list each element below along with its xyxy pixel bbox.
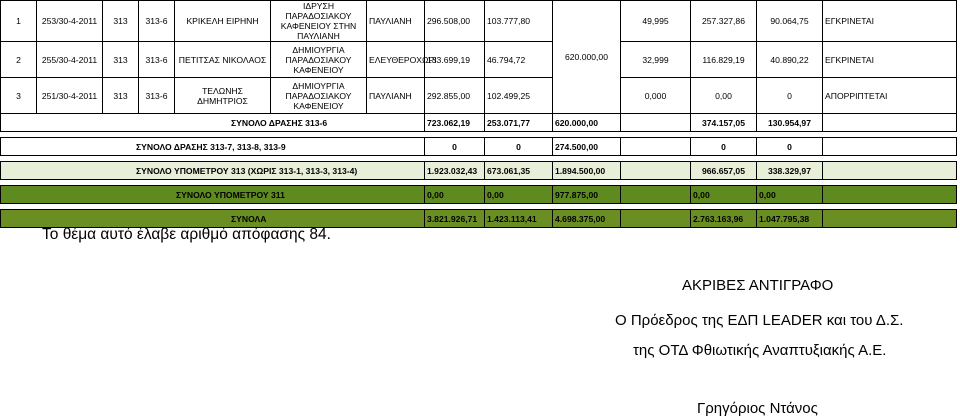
budget-value: 296.508,00 [425,1,485,42]
total-available: 620.000,00 [553,114,621,132]
total-approved-public: 0,00 [757,186,823,204]
total-approved-budget: 0 [691,138,757,156]
status: ΕΓΚΡΙΝΕΤΑΙ [823,42,957,78]
total-public-expense: 673.061,35 [485,162,553,180]
beneficiary-name: ΚΡΙΚΕΛΗ ΕΙΡΗΝΗ [175,1,271,42]
location: ΕΛΕΥΘΕΡΟΧΩΡΙ [367,42,425,78]
measure-code: 313 [103,42,139,78]
total-approved-public: 0 [757,138,823,156]
approved-budget: 0,00 [691,78,757,114]
budget-value: 133.699,19 [425,42,485,78]
total-approved-budget: 966.657,05 [691,162,757,180]
protocol-date: 251/30-4-2011 [37,78,103,114]
total-public-expense: 0 [485,138,553,156]
total-approved-public: 130.954,97 [757,114,823,132]
public-expense: 46.794,72 [485,42,553,78]
total-public-expense: 253.071,77 [485,114,553,132]
organization-line: της ΟΤΔ Φθιωτικής Αναπτυξιακής Α.Ε. [633,342,887,359]
row-number: 1 [1,1,37,42]
total-budget: 0,00 [425,186,485,204]
total-available: 977.875,00 [553,186,621,204]
score: 32,999 [621,42,691,78]
action-code: 313-6 [139,42,175,78]
beneficiary-name: ΠΕΤΙΤΣΑΣ ΝΙΚΟΛΑΟΣ [175,42,271,78]
total-label: ΣΥΝΟΛΟ ΥΠΟΜΕΤΡΟΥ 311 [1,186,425,204]
row-number: 2 [1,42,37,78]
location: ΠΑΥΛΙΑΝΗ [367,78,425,114]
budget-value: 292.855,00 [425,78,485,114]
protocol-date: 255/30-4-2011 [37,42,103,78]
total-row [1,210,957,228]
approved-public-expense: 90.064,75 [757,1,823,42]
total-approved-public: 338.329,97 [757,162,823,180]
total-label: ΣΥΝΟΛΟ ΥΠΟΜΕΤΡΟΥ 313 (ΧΩΡΙΣ 313-1, 313-3, 313-4) [1,162,425,180]
public-expense: 102.499,25 [485,78,553,114]
approved-budget: 257.327,86 [691,1,757,42]
available-budget: 620.000,00 [553,1,621,114]
action-code: 313-6 [139,1,175,42]
total-approved-budget: 2.763.163,96 [691,210,757,228]
total-available: 1.894.500,00 [553,162,621,180]
total-approved-budget: 374.157,05 [691,114,757,132]
row-number: 3 [1,78,37,114]
decision-text: Το θέμα αυτό έλαβε αριθμό απόφασης 84. [42,226,331,243]
total-approved-public: 1.047.795,38 [757,210,823,228]
total-public-expense: 1.423.113,41 [485,210,553,228]
total-approved-budget: 0,00 [691,186,757,204]
signer-name: Γρηγόριος Ντάνος [697,400,818,417]
total-budget: 0 [425,138,485,156]
total-row [1,138,957,156]
total-public-expense: 0,00 [485,186,553,204]
total-row [1,186,957,204]
copy-label: ΑΚΡΙΒΕΣ ΑΝΤΙΓΡΑΦΟ [682,277,834,294]
location: ΠΑΥΛΙΑΝΗ [367,1,425,42]
total-label: ΣΥΝΟΛΑ [1,210,425,228]
score: 0,000 [621,78,691,114]
total-budget: 3.821.926,71 [425,210,485,228]
total-available: 274.500,00 [553,138,621,156]
total-row [1,114,957,132]
total-available: 4.698.375,00 [553,210,621,228]
project-description: ΔΗΜΙΟΥΡΓΙΑ ΠΑΡΑΔΟΣΙΑΚΟΥ ΚΑΦΕΝΕΙΟΥ [271,42,367,78]
project-description: ΔΗΜΙΟΥΡΓΙΑ ΠΑΡΑΔΟΣΙΑΚΟΥ ΚΑΦΕΝΕΙΟΥ [271,78,367,114]
total-label: ΣΥΝΟΛΟ ΔΡΑΣΗΣ 313-6 [1,114,425,132]
beneficiary-name: ΤΕΛΩΝΗΣ ΔΗΜΗΤΡΙΟΣ [175,78,271,114]
table-row [1,78,957,114]
table-row [1,42,957,78]
action-code: 313-6 [139,78,175,114]
score: 49,995 [621,1,691,42]
project-description: ΙΔΡΥΣΗ ΠΑΡΑΔΟΣΙΑΚΟΥ ΚΑΦΕΝΕΙΟΥ ΣΤΗΝ ΠΑΥΛΙΑΝΗ [271,1,367,42]
status: ΑΠΟΡΡΙΠΤΕΤΑΙ [823,78,957,114]
total-budget: 1.923.032,43 [425,162,485,180]
approved-public-expense: 0 [757,78,823,114]
measure-code: 313 [103,1,139,42]
president-line: Ο Πρόεδρος της ΕΔΠ LEADER και του Δ.Σ. [615,312,904,329]
protocol-date: 253/30-4-2011 [37,1,103,42]
approved-public-expense: 40.890,22 [757,42,823,78]
table-row [1,1,957,42]
status: ΕΓΚΡΙΝΕΤΑΙ [823,1,957,42]
total-row [1,162,957,180]
total-budget: 723.062,19 [425,114,485,132]
measure-code: 313 [103,78,139,114]
total-label: ΣΥΝΟΛΟ ΔΡΑΣΗΣ 313-7, 313-8, 313-9 [1,138,425,156]
approved-budget: 116.829,19 [691,42,757,78]
public-expense: 103.777,80 [485,1,553,42]
